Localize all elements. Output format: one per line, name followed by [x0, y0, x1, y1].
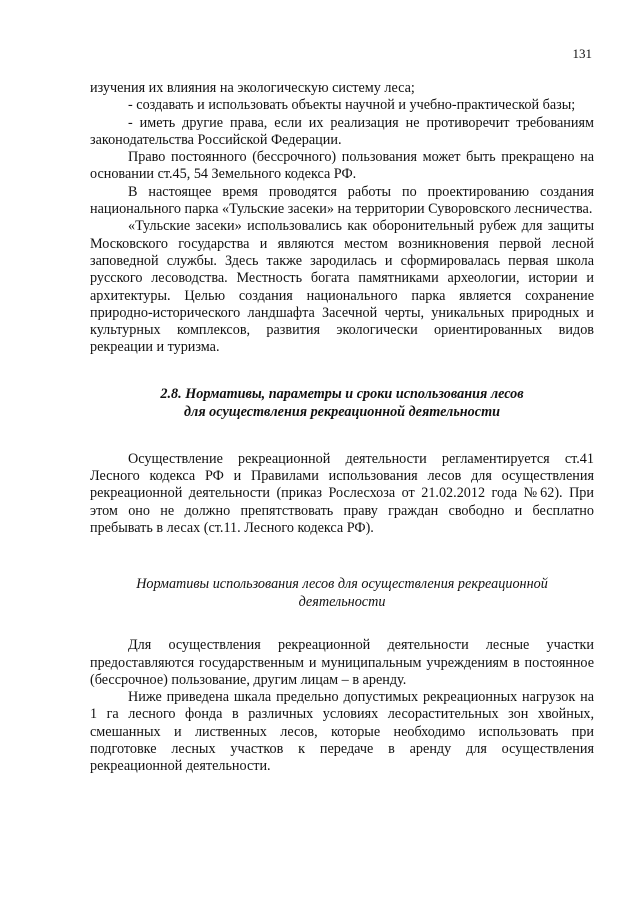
- paragraph: Осуществление рекреационной деятельности регламентируется ст.41 Лесного кодекса РФ и Правилами использования лесов для осуществления рекреационной деятельности (приказ Рослесхоза от 21.02.2012 года №62). При этом оно не должно препятствовать праву граждан свободно и бесплатно пребывать в лесах (ст.11. Лесного кодекса РФ).: [90, 450, 594, 536]
- section-heading-line: для осуществления рекреационной деятельности: [184, 403, 500, 420]
- page-number: 131: [572, 46, 592, 61]
- paragraph: Право постоянного (бессрочного) пользования может быть прекращено на основании ст.45, 54 Земельного кодекса РФ.: [90, 149, 594, 183]
- subheading: [90, 575, 594, 611]
- paragraph: Ниже приведена шкала предельно допустимых рекреационных нагрузок на 1 га лесного фонда в различных условиях лесорастительных зон хвойных, смешанных и лиственных лесов, которые необходимо использовать при подготовке лесных участков к передаче в аренду для осуществления рекреационной деятельности.: [90, 689, 594, 775]
- section-heading-line: 2.8. Нормативы, параметры и сроки использования лесов: [160, 385, 524, 402]
- paragraph: - иметь другие права, если их реализация не противоречит требованиям законодательства Российской Федерации.: [90, 114, 594, 148]
- document-body: [90, 80, 594, 776]
- paragraph: В настоящее время проводятся работы по проектированию создания национального парка «Тульские засеки» на территории Суворовского лесничества.: [90, 183, 594, 218]
- subheading-line: Нормативы использования лесов для осуществления рекреационной: [136, 576, 548, 593]
- paragraph: «Тульские засеки» использовались как оборонительный рубеж для защиты Московского государства и являются местом возникновения первой лесной заповедной службы. Здесь также зародилась и сформировалась первая школа русского лесоводства. Местность богата памятниками археологии, истории и архитектуры. Целью создания национального парка является сохранение природно-исторического ландшафта Засечной черты, уникальных природных и культурных комплексов, развития экологически ориентированных видов рекреации и туризма.: [90, 218, 594, 356]
- paragraph: изучения их влияния на экологическую систему леса;: [90, 80, 415, 96]
- section-heading: [90, 385, 594, 421]
- paragraph: - создавать и использовать объекты научной и учебно-практической базы;: [128, 97, 576, 114]
- paragraph: Для осуществления рекреационной деятельности лесные участки предоставляются государственным и муниципальным учреждениям в постоянное (бессрочное) пользование, другим лицам – в аренду.: [90, 637, 594, 688]
- subheading-line: деятельности: [298, 594, 386, 611]
